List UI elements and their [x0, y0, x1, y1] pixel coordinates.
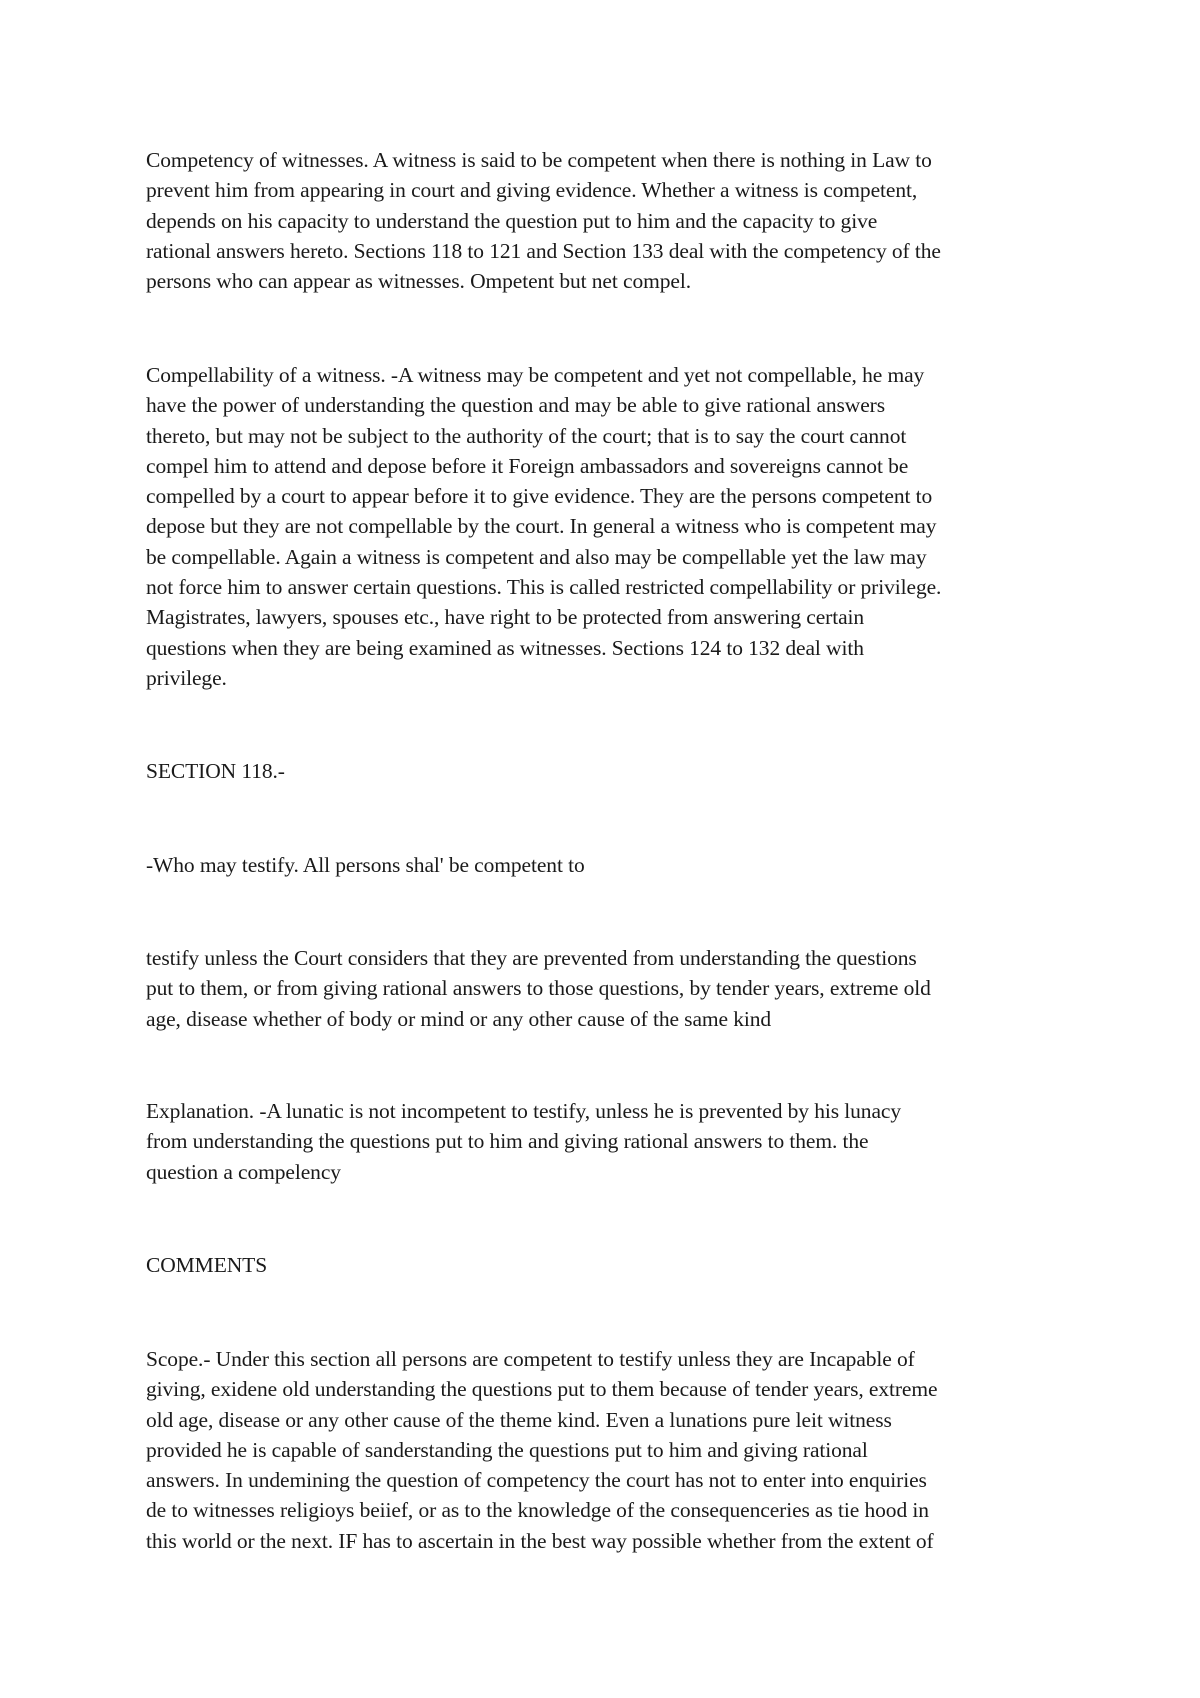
text-line: from understanding the questions put to him and giving rational answers to them. the: [146, 1129, 869, 1154]
paragraph-scope: [146, 1344, 1071, 1556]
text-line: COMMENTS: [146, 1253, 268, 1277]
text-line: Explanation. -A lunatic is not incompetent to testify, unless he is prevented by his lunacy: [146, 1099, 901, 1123]
paragraph-testify: [146, 943, 1071, 1034]
paragraph-competency: [146, 145, 1071, 296]
text-line: put to them, or from giving rational answers to those questions, by tender years, extreme old: [146, 976, 931, 1001]
text-line: question a compelency: [146, 1159, 341, 1184]
text-line: not force him to answer certain questions. This is called restricted compellability or privilege.: [146, 575, 942, 600]
text-line: -Who may testify. All persons shal' be competent to: [146, 853, 585, 877]
text-line: be compellable. Again a witness is competent and also may be compellable yet the law may: [146, 544, 927, 569]
text-line: this world or the next. IF has to ascertain in the best way possible whether from the extent of: [146, 1528, 934, 1553]
text-line: Magistrates, lawyers, spouses etc., have right to be protected from answering certain: [146, 605, 865, 630]
comments-heading: [146, 1250, 1071, 1280]
text-line: de to witnesses religioys beiief, or as to the knowledge of the consequenceries as tie hood in: [146, 1498, 929, 1523]
paragraph-explanation: [146, 1096, 1071, 1187]
text-line: age, disease whether of body or mind or any other cause of the same kind: [146, 1006, 772, 1031]
text-line: questions when they are being examined as witnesses. Sections 124 to 132 deal with: [146, 635, 864, 660]
text-line: depose but they are not compellable by the court. In general a witness who is competent may: [146, 514, 937, 539]
text-line: answers. In undemining the question of competency the court has not to enter into enquiries: [146, 1468, 927, 1493]
text-line: SECTION 118.-: [146, 759, 285, 783]
text-line: giving, exidene old understanding the questions put to them because of tender years, extreme: [146, 1377, 938, 1402]
text-line: prevent him from appearing in court and giving evidence. Whether a witness is competent,: [146, 178, 918, 203]
text-line: depends on his capacity to understand the question put to him and the capacity to give: [146, 208, 878, 233]
text-line: privilege.: [146, 665, 227, 690]
text-line: have the power of understanding the question and may be able to give rational answers: [146, 393, 885, 418]
text-line: Competency of witnesses. A witness is said to be competent when there is nothing in Law to: [146, 148, 932, 172]
paragraph-compellability: [146, 360, 1071, 693]
text-line: thereto, but may not be subject to the authority of the court; that is to say the court cannot: [146, 423, 907, 448]
text-line: persons who can appear as witnesses. Ompetent but net compel.: [146, 269, 691, 294]
text-line: provided he is capable of sanderstanding the questions put to him and giving rational: [146, 1437, 868, 1462]
text-line: compelled by a court to appear before it to give evidence. They are the persons competent to: [146, 484, 933, 509]
text-line: Scope.- Under this section all persons are competent to testify unless they are Incapable of: [146, 1347, 915, 1371]
paragraph-who-may-testify: [146, 850, 1071, 880]
text-line: testify unless the Court considers that they are prevented from understanding the questions: [146, 946, 917, 970]
text-line: old age, disease or any other cause of the theme kind. Even a lunations pure leit witness: [146, 1407, 892, 1432]
text-line: Compellability of a witness. -A witness may be competent and yet not compellable, he may: [146, 363, 925, 387]
section-heading: [146, 756, 1071, 786]
text-line: rational answers hereto. Sections 118 to 121 and Section 133 deal with the competency of the: [146, 238, 941, 263]
text-line: compel him to attend and depose before it Foreign ambassadors and sovereigns cannot be: [146, 453, 909, 478]
